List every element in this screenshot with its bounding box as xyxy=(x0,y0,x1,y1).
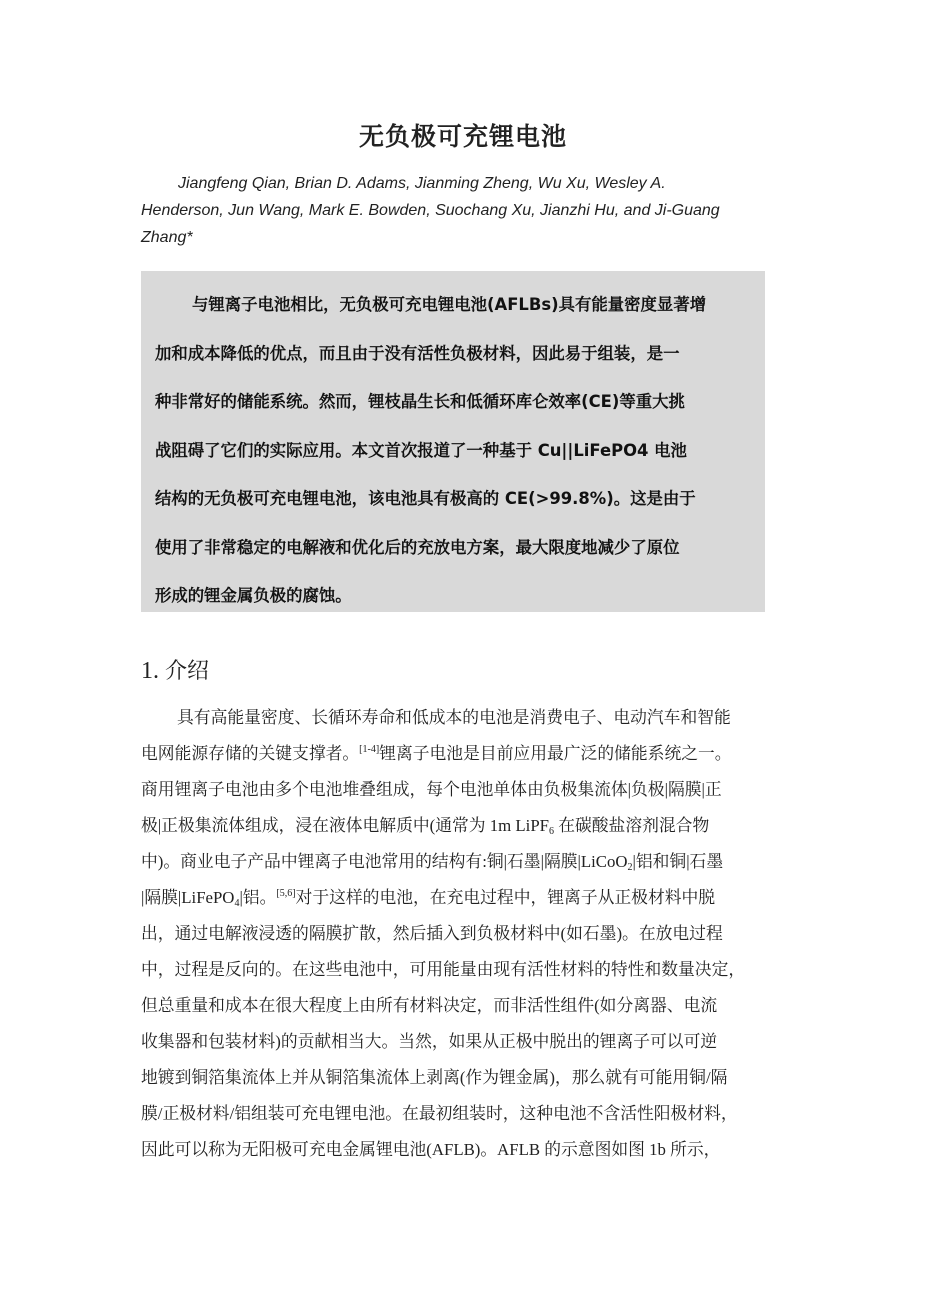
body-text-segment: 电网能源存储的关键支撑者。 xyxy=(141,744,360,763)
body-text-segment: 对于这样的电池，在充电过程中，锂离子从正极材料中脱 xyxy=(295,888,716,907)
abstract-line: 使用了非常稳定的电解液和优化后的充放电方案，最大限度地减少了原位 xyxy=(155,537,680,557)
body-line: 地镀到铜箔集流体上并从铜箔集流体上剥离(作为锂金属)，那么就有可能用铜/隔 xyxy=(141,1068,728,1087)
body-text-segment: 锂离子电池是目前应用最广泛的储能系统之一。 xyxy=(379,744,732,763)
body-line: 出，通过电解液浸透的隔膜扩散，然后插入到负极材料中(如石墨)。在放电过程 xyxy=(141,924,723,943)
body-line: 中，过程是反向的。在这些电池中，可用能量由现有活性材料的特性和数量决定， xyxy=(141,960,746,979)
abstract-line: 与锂离子电池相比，无负极可充电锂电池(AFLBs)具有能量密度显著增 xyxy=(192,295,707,314)
body-line xyxy=(141,808,791,844)
body-line xyxy=(141,736,791,772)
section-number: 1. xyxy=(141,658,159,684)
abstract-box xyxy=(141,271,765,612)
abstract-line: 结构的无负极可充电锂电池，该电池具有极高的 CE(>99.8%)。这是由于 xyxy=(155,489,696,508)
introduction-body xyxy=(141,700,791,1168)
body-text-segment: 在碳酸盐溶剂混合物 xyxy=(554,816,710,835)
body-text-segment: 中)。商业电子产品中锂离子电池常用的结构有:铜|石墨|隔膜|LiCoO xyxy=(141,852,628,871)
body-text-segment: |铝和铜|石墨 xyxy=(632,852,724,871)
subscript: 2 xyxy=(627,862,633,873)
subscript: 4 xyxy=(234,898,240,909)
body-line xyxy=(141,880,791,916)
abstract-line: 种非常好的储能系统。然而，锂枝晶生长和低循环库仑效率(CE)等重大挑 xyxy=(155,392,685,411)
abstract-line: 形成的锂金属负极的腐蚀。 xyxy=(155,586,352,605)
citation: [5,6] xyxy=(276,888,296,899)
citation: [1-4] xyxy=(359,744,380,755)
body-line xyxy=(141,844,791,880)
abstract-line: 战阻碍了它们的实际应用。本文首次报道了一种基于 Cu||LiFePO4 电池 xyxy=(155,440,687,460)
section-heading-introduction xyxy=(141,654,209,685)
paper-title: 无负极可充锂电池 xyxy=(358,122,567,151)
body-line: 收集器和包装材料)的贡献相当大。当然，如果从正极中脱出的锂离子可以可逆 xyxy=(141,1032,718,1051)
body-line: 具有高能量密度、长循环寿命和低成本的电池是消费电子、电动汽车和智能 xyxy=(177,708,731,727)
author-list xyxy=(141,170,771,251)
authors-line-2: Henderson, Jun Wang, Mark E. Bowden, Suochang Xu, Jianzhi Hu, and Ji-Guang xyxy=(141,202,720,219)
body-line: 但总重量和成本在很大程度上由所有材料决定，而非活性组件(如分离器、电流 xyxy=(141,996,718,1015)
abstract-line: 加和成本降低的优点，而且由于没有活性负极材料，因此易于组装，是一 xyxy=(155,343,680,363)
section-title: 介绍 xyxy=(165,659,210,684)
body-line: 膜/正极材料/铝组装可充电锂电池。在最初组装时，这种电池不含活性阳极材料， xyxy=(141,1104,738,1123)
body-text-segment: 极|正极集流体组成，浸在液体电解质中(通常为 1m LiPF xyxy=(141,816,549,835)
body-text-segment: |隔膜|LiFePO xyxy=(141,888,235,907)
subscript: 6 xyxy=(549,826,554,837)
authors-line-3: Zhang* xyxy=(141,229,193,246)
body-text-segment: |铝。 xyxy=(239,888,277,907)
authors-line-1: Jiangfeng Qian, Brian D. Adams, Jianming Zheng, Wu Xu, Wesley A. xyxy=(178,175,666,192)
body-line: 商用锂离子电池由多个电池堆叠组成，每个电池单体由负极集流体|负极|隔膜|正 xyxy=(141,780,722,799)
body-line: 因此可以称为无阳极可充电金属锂电池(AFLB)。AFLB 的示意图如图 1b 所示， xyxy=(141,1140,721,1159)
